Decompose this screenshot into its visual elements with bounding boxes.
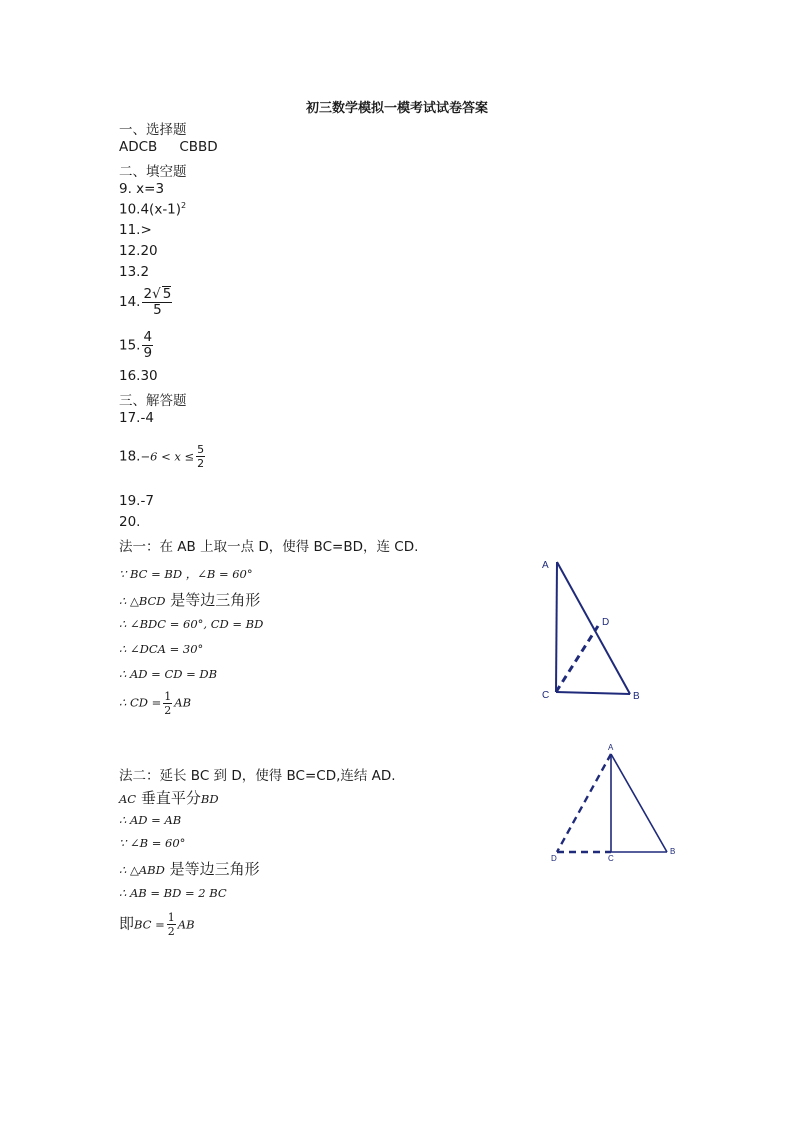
fig2-label-a: A	[608, 743, 614, 752]
method2-step5: ∴ AB = BD = 2 BC	[119, 886, 227, 900]
answer-q18-numerator: 5	[197, 443, 205, 456]
answer-q14-fraction	[142, 286, 172, 318]
method2-step6-denominator: 2	[167, 925, 175, 938]
method1-step3: ∴ ∠BDC = 60°, CD = BD	[119, 617, 264, 631]
answer-q15-label: 15.	[119, 337, 141, 354]
answer-q10-base: 10.4(x-1)	[119, 201, 182, 218]
method2-step6-rhs: AB	[177, 917, 195, 932]
choice-answers-group-b: CBBD	[179, 139, 218, 155]
section-choice-heading: 一、选择题	[119, 122, 187, 138]
method2-step6-fraction	[167, 911, 176, 938]
method2-step1-text: 垂直平分	[136, 789, 201, 807]
answer-q14-denominator: 5	[153, 302, 162, 318]
answer-q9: 9. x=3	[119, 181, 165, 197]
method2-step1-bd: BD	[200, 792, 219, 806]
answer-q19: 19.-7	[119, 493, 154, 509]
section-fill-heading: 二、填空题	[119, 164, 187, 180]
method1-step6-fraction	[163, 690, 172, 717]
method2-step6-numerator: 1	[167, 911, 175, 924]
fig2-label-d: D	[551, 854, 557, 863]
method1-step6-denominator: 2	[164, 704, 172, 717]
answer-q12: 12.20	[119, 243, 158, 259]
answer-q18-label: 18.	[119, 448, 141, 465]
page-title: 初三数学模拟一模考试试卷答案	[305, 101, 488, 116]
fig2-side-ab	[611, 754, 667, 852]
choice-answers	[119, 139, 218, 155]
fig1-dashed-cd	[556, 626, 598, 692]
method2-step2: ∴ AD = AB	[119, 813, 182, 827]
fig1-side-cb	[556, 692, 630, 694]
fig1-side-ab	[557, 562, 630, 694]
method1-step2-math: ∴ △BCD	[119, 594, 166, 608]
answer-q10	[119, 201, 186, 218]
answer-q11: 11.>	[119, 222, 152, 238]
choice-answers-group-a: ADCB	[119, 139, 158, 155]
method2-step1	[119, 787, 219, 808]
method2-step6-prefix: 即	[119, 914, 135, 933]
method1-step6	[119, 690, 191, 717]
answer-q18-fraction	[196, 443, 205, 470]
method2-step6-lhs: BC =	[134, 917, 165, 932]
method2-step4-text: 是等边三角形	[164, 860, 260, 878]
method1-step5: ∴ AD = CD = DB	[119, 667, 218, 681]
answer-q15	[119, 330, 155, 361]
fig1-side-ac	[556, 562, 557, 692]
method2-step3: ∵ ∠B = 60°	[119, 836, 186, 850]
method2-step4	[119, 858, 260, 879]
answer-q15-numerator: 4	[143, 329, 153, 345]
method1-step2	[119, 589, 260, 610]
answer-q18	[119, 443, 207, 470]
fig1-label-b: B	[633, 691, 640, 702]
answer-q20: 20.	[119, 514, 141, 530]
answer-q16: 16.30	[119, 368, 158, 384]
method2-step1-ac: AC	[119, 792, 137, 806]
method1-step6-numerator: 1	[164, 690, 172, 703]
method1-step1: ∵ BC = BD ，∠B = 60°	[119, 567, 253, 581]
fig1-label-c: C	[542, 690, 550, 701]
method1-step6-lhs: ∴ CD =	[119, 695, 162, 710]
method1-step4: ∴ ∠DCA = 30°	[119, 642, 204, 656]
fig1-label-d: D	[602, 617, 610, 628]
q14-coefficient: 2	[143, 286, 153, 302]
answer-q15-denominator: 9	[143, 345, 153, 361]
method1-step6-rhs: AB	[174, 695, 192, 710]
figure-method2-triangle	[545, 740, 685, 865]
method1-intro: 法一：在 AB 上取一点 D，使得 BC=BD，连 CD.	[119, 539, 419, 555]
q14-radicand: 5	[162, 286, 172, 302]
answer-q14-label: 14.	[119, 294, 141, 310]
method1-step2-text: 是等边三角形	[165, 591, 261, 609]
fig1-label-a: A	[542, 560, 549, 571]
fig2-label-c: C	[608, 854, 614, 863]
section-solve-heading: 三、解答题	[119, 393, 187, 409]
fig2-label-b: B	[670, 847, 676, 856]
figure-method1-triangle	[530, 552, 650, 704]
fig2-dashed-ad	[557, 754, 611, 852]
answer-q18-inequality: −6 < x ≤	[140, 449, 195, 464]
answer-q15-fraction	[142, 330, 153, 361]
answer-q13: 13.2	[119, 264, 150, 280]
answer-q17: 17.-4	[119, 410, 154, 426]
method2-step6	[119, 911, 195, 938]
answer-q14-numerator: 2√ 5	[143, 286, 172, 302]
method2-step4-math: ∴ △ABD	[119, 863, 165, 877]
answer-q14	[119, 286, 174, 318]
answer-q18-denominator: 2	[197, 457, 205, 470]
method2-intro: 法二：延长 BC 到 D，使得 BC=CD,连结 AD.	[119, 768, 396, 784]
answer-q10-exponent: 2	[181, 201, 187, 210]
